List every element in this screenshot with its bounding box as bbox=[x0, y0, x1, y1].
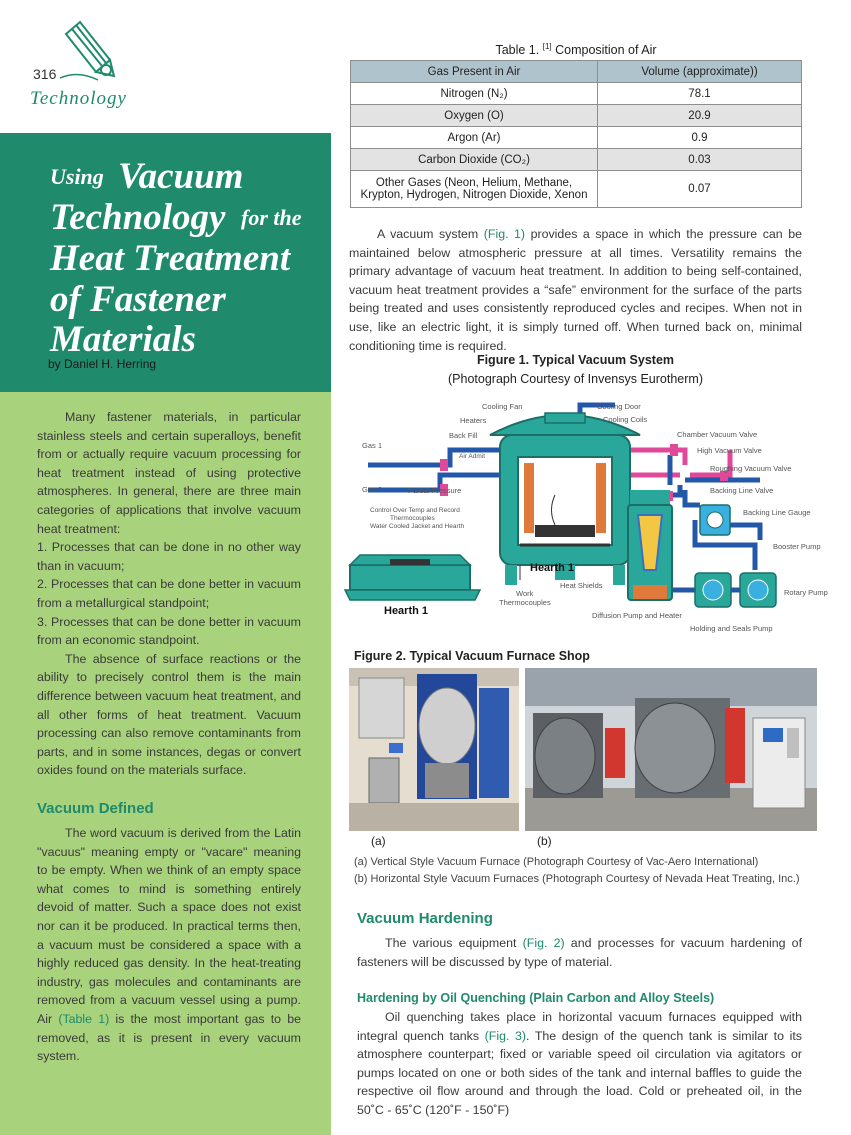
vacuum-system-diagram bbox=[340, 395, 850, 640]
section-heading-vacuum-hardening: Vacuum Hardening bbox=[357, 910, 493, 927]
body-paragraph bbox=[349, 225, 802, 355]
title-block bbox=[0, 133, 331, 392]
label-work-thermocouples: Thermocouples bbox=[499, 598, 551, 607]
body-text: provides a space in which the pressure can be maintained below atmospheric pressure at all times. Versatility remains the primary advantage of vacuum heat treatment. In addition to being self-contained, vacuum heat treatment provides a “safe” environment for the surface of the parts being treated and uses consistently reproduced cycles and recipes. When not in use, like an electric light, it is simply turned off. When turned back on, minimal conditioning time is required. bbox=[349, 227, 802, 353]
table-label: Table 1. bbox=[495, 43, 540, 58]
intro-text bbox=[37, 408, 301, 780]
title-vacuum: Vacuum bbox=[118, 156, 244, 197]
vacuum-defined-text bbox=[37, 824, 301, 1066]
label-holding-pump: Holding and Seals Pump bbox=[690, 624, 773, 633]
page-number: 316 bbox=[33, 66, 57, 82]
label-cooling-fan: Cooling Fan bbox=[482, 402, 523, 411]
title-using: Using bbox=[50, 164, 104, 189]
label-heaters: Heaters bbox=[460, 416, 487, 425]
label-backing-line-valve: Backing Line Valve bbox=[710, 486, 774, 495]
table-header-row bbox=[351, 61, 802, 83]
table-cell: 20.9 bbox=[598, 105, 802, 127]
vacuum-hardening-text bbox=[357, 934, 802, 971]
label-thermocouples: Thermocouples bbox=[390, 515, 435, 522]
label-control: Control Over Temp and Record bbox=[370, 507, 460, 514]
table-row bbox=[351, 83, 802, 105]
table-cell: Carbon Dioxide (CO₂) bbox=[351, 149, 598, 171]
table-caption-text: Composition of Air bbox=[555, 43, 657, 58]
label-heat-shields: Heat Shields bbox=[560, 581, 603, 590]
label-partial-pressure: Partial Pressure bbox=[408, 486, 462, 495]
table-cell: 0.07 bbox=[598, 171, 802, 208]
technology-pen-logo-icon bbox=[58, 20, 120, 87]
body-text: is the most important gas to be removed, as it is present in every vacuum system. bbox=[37, 1011, 301, 1064]
table-cell: 0.9 bbox=[598, 127, 802, 149]
label-roughing-vacuum-valve: Roughing Vacuum Valve bbox=[710, 464, 792, 473]
table-cell: Argon (Ar) bbox=[351, 127, 598, 149]
list-item: 2. Processes that can be done better in vacuum from a metallurgical standpoint; bbox=[37, 577, 301, 610]
title-for-the: for the bbox=[241, 205, 302, 230]
photo-caption-a: (a) Vertical Style Vacuum Furnace (Photograph Courtesy of Vac-Aero International) bbox=[354, 856, 759, 868]
table-ref: [1] bbox=[542, 42, 552, 51]
photo-caption-b: (b) Horizontal Style Vacuum Furnaces (Photograph Courtesy of Nevada Heat Treating, Inc.) bbox=[354, 873, 800, 885]
label-rotary-pump: Rotary Pump bbox=[784, 588, 828, 597]
body-text: and processes for vacuum hardening of fasteners will be discussed by type of material. bbox=[357, 936, 803, 969]
table-cell: 0.03 bbox=[598, 149, 802, 171]
label-diffusion-pump: Diffusion Pump and Heater bbox=[592, 611, 682, 620]
body-text: The word vacuum is derived from the Latin "vacuus" meaning empty or "vacare" meaning to be empty. When we think of an empty space what comes to mind is something entirely devoid of matter. Such a space does not exist nor can it be produced. In practical terms then, a vacuum must be considered a space with a highly reduced gas density. In the heat-treating industry, gas molecules and contaminants are removed from a vacuum vessel using a pump. Air bbox=[37, 826, 301, 1026]
table-header: Gas Present in Air bbox=[351, 61, 598, 83]
list-item: 1. Processes that can be done in no other way than in vacuum; bbox=[37, 540, 301, 573]
table-cell: Other Gases (Neon, Helium, Methane, Krypton, Hydrogen, Nitrogen Dioxide, Xenon bbox=[351, 171, 598, 208]
vertical-furnace-photo bbox=[349, 668, 519, 831]
table-row bbox=[351, 171, 802, 208]
label-backing-line-gauge: Backing Line Gauge bbox=[743, 508, 811, 517]
label-hearth1-center: Hearth 1 bbox=[530, 562, 575, 574]
table-row bbox=[351, 149, 802, 171]
body-paragraph bbox=[357, 1008, 802, 1120]
table-row bbox=[351, 127, 802, 149]
title-heat-treatment: Heat Treatment bbox=[50, 238, 291, 279]
label-high-vacuum-valve: High Vacuum Valve bbox=[697, 446, 762, 455]
label-chamber-vacuum-valve: Chamber Vacuum Valve bbox=[677, 430, 758, 439]
photo-label-a: (a) bbox=[371, 834, 386, 848]
byline: by Daniel H. Herring bbox=[48, 357, 157, 371]
body-paragraph bbox=[357, 934, 802, 971]
figure1-title bbox=[349, 353, 802, 367]
figure1-credit: (Photograph Courtesy of Invensys Eurotherm) bbox=[448, 372, 703, 386]
fig1-link[interactable]: (Fig. 1) bbox=[483, 227, 526, 241]
subheading-oil-quenching: Hardening by Oil Quenching (Plain Carbon and Alloy Steels) bbox=[357, 991, 715, 1005]
horizontal-furnace-photo bbox=[525, 668, 817, 831]
table-cell: 78.1 bbox=[598, 83, 802, 105]
label-cooling-door: Cooling Door bbox=[597, 402, 641, 411]
body-text: Oil quenching takes place in horizontal vacuum furnaces equipped with integral quench tanks bbox=[357, 1010, 802, 1043]
table-header: Volume (approximate)) bbox=[598, 61, 802, 83]
table-cell: Oxygen (O) bbox=[351, 105, 598, 127]
table1-link[interactable]: (Table 1) bbox=[58, 1011, 110, 1026]
vacuum-system-text bbox=[349, 225, 802, 355]
figure1-title-text: Figure 1. Typical Vacuum System bbox=[476, 353, 675, 367]
body-paragraph: The absence of surface reactions or the ability to precisely control them is the main difference between vacuum heat treatment, and all other forms of heat treatment. Vacuum processing can also remove contaminants from parts, and in some instances, degas or convert oxides found on the materials surface. bbox=[37, 651, 301, 778]
label-booster-pump: Booster Pump bbox=[773, 542, 821, 551]
fig2-link[interactable]: (Fig. 2) bbox=[522, 936, 565, 950]
label-gas1: Gas 1 bbox=[362, 441, 383, 450]
figure2-title-text: Figure 2. Typical Vacuum Furnace Shop bbox=[354, 649, 590, 663]
label-work: Work bbox=[516, 589, 534, 598]
label-cooling-coils: Cooling Coils bbox=[603, 415, 648, 424]
fig3-link[interactable]: (Fig. 3) bbox=[484, 1028, 527, 1043]
label-gas2: Gas 2 bbox=[362, 485, 383, 494]
label-hearth1-left: Hearth 1 bbox=[384, 605, 429, 617]
photo-label-b: (b) bbox=[537, 834, 552, 848]
label-air-admit: Air Admit bbox=[459, 453, 486, 460]
body-text: . The design of the quench tank is similar to its atmosphere counterpart; fixed or variable speed oil circulation via agitators or pumps located on one or both sides of the tank and internal baffles to guide the respective oil flow around and through the load. Cold or preheated oil, in the 50˚C - 65˚C (120˚F - 150˚F) bbox=[357, 1028, 802, 1117]
figure2-title bbox=[354, 649, 590, 663]
oil-quenching-text bbox=[357, 1008, 802, 1120]
table-cell: Nitrogen (N₂) bbox=[351, 83, 598, 105]
table-caption bbox=[350, 42, 802, 57]
body-text: A vacuum system bbox=[377, 227, 479, 241]
title-of-fastener: of Fastener bbox=[50, 279, 226, 320]
body-text: The various equipment bbox=[385, 936, 517, 950]
intro-paragraph: Many fastener materials, in particular stainless steels and certain superalloys, benefit from or actually require vacuum processing for heat treatment instead of using protective atmospheres. In general, there are three main categories of applications that involve vacuum heat treatment: bbox=[37, 410, 301, 536]
body-paragraph bbox=[37, 824, 301, 1066]
table-row bbox=[351, 105, 802, 127]
list-item: 3. Processes that can be done better in vacuum from an economic standpoint. bbox=[37, 614, 301, 648]
title-materials: Materials bbox=[50, 319, 196, 360]
section-tag: Technology bbox=[30, 88, 127, 109]
left-column bbox=[0, 392, 331, 1135]
label-water-cooled: Water Cooled Jacket and Hearth bbox=[370, 523, 465, 530]
title-technology: Technology bbox=[50, 197, 226, 238]
section-heading-vacuum-defined: Vacuum Defined bbox=[37, 800, 154, 817]
label-back-fill: Back Fill bbox=[449, 431, 478, 440]
composition-table bbox=[350, 60, 802, 208]
